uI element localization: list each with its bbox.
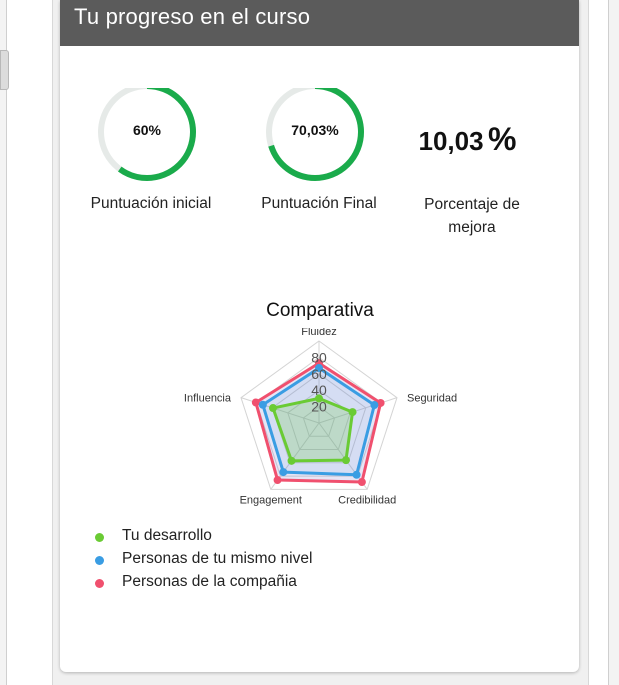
- radar-data-point: [370, 401, 378, 409]
- initial-score-ring: [94, 88, 200, 194]
- card-header: [60, 0, 579, 46]
- radar-data-point: [274, 476, 282, 484]
- initial-score-value: 60%: [132, 122, 162, 138]
- radar-axis-label: Fluidez: [301, 328, 337, 338]
- final-score-value: 70,03%: [291, 122, 339, 138]
- improvement-number: 10,03: [418, 126, 484, 156]
- improvement-unit: %: [488, 121, 517, 157]
- legend-label: Personas de la compañia: [122, 573, 297, 590]
- radar-axis-label: Influencia: [183, 392, 232, 405]
- phone-frame-left: [0, 0, 7, 685]
- radar-axis-label: Credibilidad: [338, 494, 397, 507]
- improvement-label: [412, 193, 532, 239]
- improvement-value: [405, 121, 530, 158]
- radar-data-point: [342, 456, 350, 464]
- radar-tick-label: 80: [311, 349, 327, 366]
- initial-score-ring-graphic: [94, 88, 200, 194]
- radar-data-point: [353, 471, 361, 479]
- phone-side-button: [0, 50, 9, 90]
- radar-data-point: [259, 401, 267, 409]
- radar-data-point: [269, 404, 277, 412]
- radar-chart: [60, 328, 579, 508]
- radar-tick-label: 40: [311, 382, 327, 399]
- radar-axis-label: Seguridad: [406, 392, 458, 405]
- final-score-ring: [262, 88, 368, 194]
- legend-dot: [95, 556, 104, 565]
- radar-data-point: [358, 478, 366, 486]
- radar-data-point: [252, 398, 260, 406]
- chart-title: Comparativa: [266, 300, 374, 321]
- phone-frame-right: [608, 0, 619, 685]
- page-title: Tu progreso en el curso: [74, 4, 311, 29]
- final-score-ring-graphic: [262, 88, 368, 194]
- radar-data-point: [288, 457, 296, 465]
- radar-tick-label: 20: [311, 398, 327, 415]
- initial-score-label: Puntuación inicial: [90, 195, 212, 212]
- progress-card: [60, 0, 579, 672]
- legend-dot: [95, 533, 104, 542]
- radar-data-point: [349, 408, 357, 416]
- improvement-label-line2: mejora: [448, 219, 496, 236]
- radar-axis-label: Engagement: [239, 494, 302, 507]
- radar-data-point: [279, 468, 287, 476]
- final-score-label: Puntuación Final: [261, 195, 377, 212]
- improvement-label-line1: Porcentaje de: [424, 196, 520, 213]
- legend-label: Tu desarrollo: [122, 527, 212, 544]
- radar-tick-label: 60: [311, 365, 327, 382]
- legend-label: Personas de tu mismo nivel: [122, 550, 313, 567]
- legend-dot: [95, 579, 104, 588]
